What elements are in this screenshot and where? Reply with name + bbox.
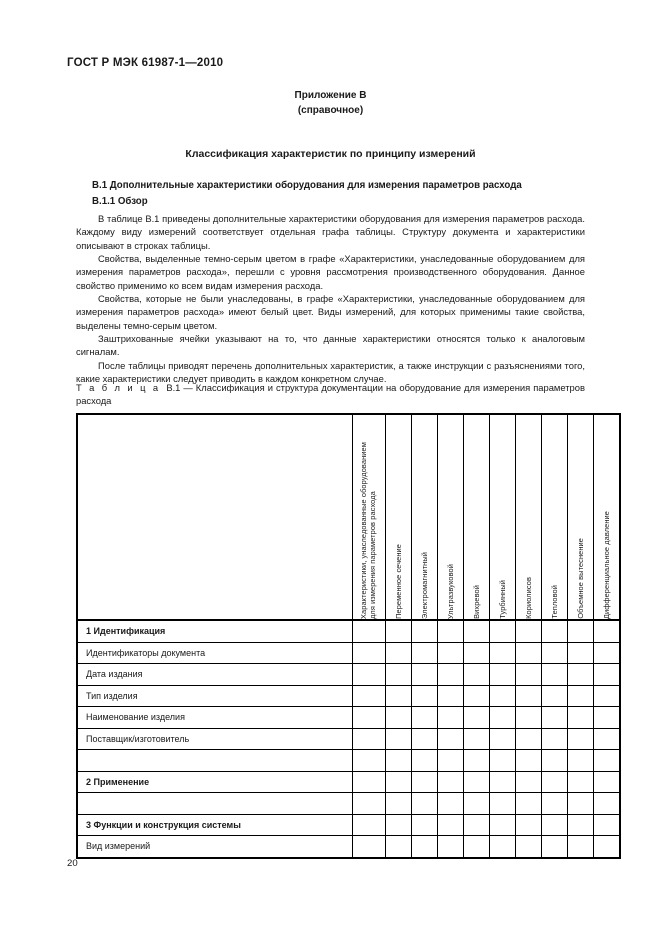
table-row-label: 2 Применение bbox=[77, 771, 352, 793]
table-header-label: Ультразвуковой bbox=[445, 563, 455, 619]
table-cell-inherited bbox=[352, 750, 385, 772]
table-cell-volumetric bbox=[568, 836, 594, 858]
table-cell-thermal bbox=[542, 685, 568, 707]
table-row-spacer bbox=[77, 793, 352, 815]
table-row-label: Идентификаторы документа bbox=[77, 642, 352, 664]
table-cell-variable_area bbox=[385, 750, 411, 772]
table-row bbox=[77, 793, 620, 815]
table-header-label: Кориолисов bbox=[524, 577, 534, 619]
table-cell-volumetric bbox=[568, 707, 594, 729]
table-cell-ultrasonic bbox=[437, 685, 463, 707]
table-row-label: Дата издания bbox=[77, 664, 352, 686]
table-caption-dash: — bbox=[183, 382, 193, 393]
table-cell-vortex bbox=[463, 642, 489, 664]
table-cell-vortex bbox=[463, 664, 489, 686]
appendix-heading-block bbox=[0, 88, 661, 118]
table-cell-differential_pressure bbox=[594, 642, 620, 664]
table-row bbox=[77, 771, 620, 793]
table-cell-electromagnetic bbox=[411, 771, 437, 793]
table-cell-inherited bbox=[352, 836, 385, 858]
table-cell-differential_pressure bbox=[594, 836, 620, 858]
table-cell-ultrasonic bbox=[437, 620, 463, 642]
table-row-label: Вид измерений bbox=[77, 836, 352, 858]
table-header-label: Переменное сечение bbox=[393, 544, 403, 619]
table-cell-variable_area bbox=[385, 620, 411, 642]
table-cell-variable_area bbox=[385, 642, 411, 664]
table-header-label: Вихревой bbox=[471, 585, 481, 619]
table-cell-ultrasonic bbox=[437, 836, 463, 858]
table-row bbox=[77, 750, 620, 772]
table-cell-volumetric bbox=[568, 642, 594, 664]
table-header-row bbox=[77, 414, 620, 620]
page-number: 20 bbox=[67, 858, 78, 869]
table-header-cell-vortex bbox=[463, 414, 489, 620]
table-header-cell-electromagnetic bbox=[411, 414, 437, 620]
table-cell-ultrasonic bbox=[437, 707, 463, 729]
table-cell-electromagnetic bbox=[411, 664, 437, 686]
table-cell-inherited bbox=[352, 728, 385, 750]
table-header-cell-name bbox=[77, 414, 352, 620]
table-cell-volumetric bbox=[568, 793, 594, 815]
table-cell-variable_area bbox=[385, 814, 411, 836]
table-cell-thermal bbox=[542, 642, 568, 664]
table-caption-number: В.1 bbox=[166, 382, 181, 393]
table-cell-coriolis bbox=[516, 728, 542, 750]
table-cell-electromagnetic bbox=[411, 685, 437, 707]
table-cell-volumetric bbox=[568, 685, 594, 707]
table-cell-turbine bbox=[489, 685, 515, 707]
table-container bbox=[76, 413, 621, 859]
table-cell-turbine bbox=[489, 707, 515, 729]
table-cell-turbine bbox=[489, 750, 515, 772]
table-cell-volumetric bbox=[568, 814, 594, 836]
table-cell-vortex bbox=[463, 620, 489, 642]
table-cell-vortex bbox=[463, 707, 489, 729]
table-cell-turbine bbox=[489, 620, 515, 642]
table-cell-electromagnetic bbox=[411, 642, 437, 664]
table-cell-variable_area bbox=[385, 707, 411, 729]
table-header-cell-coriolis bbox=[516, 414, 542, 620]
table-cell-thermal bbox=[542, 728, 568, 750]
table-cell-inherited bbox=[352, 664, 385, 686]
table-cell-differential_pressure bbox=[594, 793, 620, 815]
table-cell-variable_area bbox=[385, 685, 411, 707]
table-cell-turbine bbox=[489, 771, 515, 793]
table-cell-volumetric bbox=[568, 771, 594, 793]
section-heading-b1: В.1 Дополнительные характеристики оборудования для измерения параметров расхода bbox=[92, 180, 522, 191]
table-cell-ultrasonic bbox=[437, 642, 463, 664]
table-cell-coriolis bbox=[516, 664, 542, 686]
table-header-label: Дифференциальное давление bbox=[602, 510, 612, 619]
table-header-cell-turbine bbox=[489, 414, 515, 620]
table-row-label: Поставщик/изготовитель bbox=[77, 728, 352, 750]
standard-header: ГОСТ Р МЭК 61987-1—2010 bbox=[67, 57, 224, 69]
page-title: Классификация характеристик по принципу измерений bbox=[185, 148, 476, 160]
table-row bbox=[77, 642, 620, 664]
table-row bbox=[77, 707, 620, 729]
table-header-cell-volumetric bbox=[568, 414, 594, 620]
table-header-label: Объемное вытеснение bbox=[576, 538, 586, 619]
table-header-label: Турбинный bbox=[498, 580, 508, 619]
paragraph-5: После таблицы приводят перечень дополнительных характеристик, а также инструкции с разъяснениями того, какие характеристики следует приводить в каждом конкретном случае. bbox=[76, 360, 585, 385]
table-cell-differential_pressure bbox=[594, 728, 620, 750]
table-cell-coriolis bbox=[516, 620, 542, 642]
table-cell-thermal bbox=[542, 836, 568, 858]
table-cell-coriolis bbox=[516, 771, 542, 793]
table-cell-variable_area bbox=[385, 664, 411, 686]
table-cell-volumetric bbox=[568, 664, 594, 686]
table-cell-vortex bbox=[463, 793, 489, 815]
table-cell-thermal bbox=[542, 664, 568, 686]
table-row bbox=[77, 620, 620, 642]
appendix-title: Приложение В bbox=[294, 90, 367, 101]
table-cell-inherited bbox=[352, 793, 385, 815]
table-cell-turbine bbox=[489, 728, 515, 750]
section-heading-b11: В.1.1 Обзор bbox=[92, 196, 148, 207]
table-row bbox=[77, 836, 620, 858]
table-cell-ultrasonic bbox=[437, 814, 463, 836]
table-cell-ultrasonic bbox=[437, 771, 463, 793]
table-cell-ultrasonic bbox=[437, 728, 463, 750]
table-cell-turbine bbox=[489, 793, 515, 815]
table-cell-electromagnetic bbox=[411, 750, 437, 772]
table-cell-electromagnetic bbox=[411, 814, 437, 836]
table-cell-vortex bbox=[463, 750, 489, 772]
table-cell-thermal bbox=[542, 814, 568, 836]
paragraph-2: Свойства, выделенные темно-серым цветом в графе «Характеристики, унаследованные оборудованием для измерения параметров расхода», перешли с уровня рассмотрения производственного оборудования. Данное свойство применимо ко всем видам измерения расхода. bbox=[76, 253, 585, 291]
table-cell-coriolis bbox=[516, 707, 542, 729]
table-header-label: Электромагнитный bbox=[419, 551, 429, 619]
table-cell-ultrasonic bbox=[437, 664, 463, 686]
table-cell-differential_pressure bbox=[594, 664, 620, 686]
table-cell-differential_pressure bbox=[594, 685, 620, 707]
table-cell-inherited bbox=[352, 685, 385, 707]
table-cell-thermal bbox=[542, 771, 568, 793]
table-header-cell-thermal bbox=[542, 414, 568, 620]
table-header-label: Характеристики, унаследованные оборудованием для измерения параметров расхода bbox=[358, 442, 377, 619]
table-cell-coriolis bbox=[516, 642, 542, 664]
table-cell-volumetric bbox=[568, 728, 594, 750]
table-cell-vortex bbox=[463, 814, 489, 836]
table-cell-differential_pressure bbox=[594, 750, 620, 772]
classification-table bbox=[76, 413, 621, 859]
table-row-label: Тип изделия bbox=[77, 685, 352, 707]
table-caption-text: Классификация и структура документации на оборудование для измерения параметров расхода bbox=[76, 382, 585, 407]
table-cell-vortex bbox=[463, 685, 489, 707]
table-cell-vortex bbox=[463, 836, 489, 858]
table-cell-turbine bbox=[489, 642, 515, 664]
table-cell-coriolis bbox=[516, 750, 542, 772]
table-cell-volumetric bbox=[568, 750, 594, 772]
appendix-subtitle: (справочное) bbox=[297, 105, 364, 116]
table-row bbox=[77, 814, 620, 836]
table-cell-turbine bbox=[489, 814, 515, 836]
table-cell-coriolis bbox=[516, 836, 542, 858]
table-cell-inherited bbox=[352, 814, 385, 836]
table-cell-ultrasonic bbox=[437, 793, 463, 815]
table-cell-thermal bbox=[542, 620, 568, 642]
table-cell-vortex bbox=[463, 728, 489, 750]
table-cell-differential_pressure bbox=[594, 771, 620, 793]
table-header-cell-ultrasonic bbox=[437, 414, 463, 620]
table-cell-vortex bbox=[463, 771, 489, 793]
table-header-label: Тепловой bbox=[550, 585, 560, 619]
table-cell-variable_area bbox=[385, 771, 411, 793]
table-cell-inherited bbox=[352, 642, 385, 664]
paragraph-3: Свойства, которые не были унаследованы, в графе «Характеристики, унаследованные оборудованием для измерения параметров расхода» имеют белый цвет. Виды измерений, для которых применимы такие свойства, выделены темно-серым цветом. bbox=[76, 293, 585, 331]
table-cell-electromagnetic bbox=[411, 707, 437, 729]
table-cell-turbine bbox=[489, 664, 515, 686]
table-cell-electromagnetic bbox=[411, 728, 437, 750]
table-row-label: 3 Функции и конструкция системы bbox=[77, 814, 352, 836]
table-row bbox=[77, 728, 620, 750]
table-cell-coriolis bbox=[516, 685, 542, 707]
table-caption-label: Т а б л и ц а bbox=[76, 382, 161, 393]
table-caption bbox=[76, 381, 585, 408]
table-cell-differential_pressure bbox=[594, 814, 620, 836]
table-cell-electromagnetic bbox=[411, 836, 437, 858]
table-cell-electromagnetic bbox=[411, 620, 437, 642]
table-cell-differential_pressure bbox=[594, 707, 620, 729]
table-header-cell-differential_pressure bbox=[594, 414, 620, 620]
table-row bbox=[77, 664, 620, 686]
table-cell-variable_area bbox=[385, 793, 411, 815]
paragraph-4: Заштрихованные ячейки указывают на то, что данные характеристики относятся только к аналоговым сигналам. bbox=[76, 333, 585, 358]
table-row bbox=[77, 685, 620, 707]
table-cell-volumetric bbox=[568, 620, 594, 642]
table-row-label: 1 Идентификация bbox=[77, 620, 352, 642]
table-cell-differential_pressure bbox=[594, 620, 620, 642]
table-cell-turbine bbox=[489, 836, 515, 858]
table-cell-thermal bbox=[542, 793, 568, 815]
table-cell-thermal bbox=[542, 707, 568, 729]
table-row-label: Наименование изделия bbox=[77, 707, 352, 729]
table-cell-thermal bbox=[542, 750, 568, 772]
table-cell-variable_area bbox=[385, 728, 411, 750]
table-cell-inherited bbox=[352, 707, 385, 729]
table-header-cell-inherited bbox=[352, 414, 385, 620]
table-row-spacer bbox=[77, 750, 352, 772]
table-cell-electromagnetic bbox=[411, 793, 437, 815]
table-cell-inherited bbox=[352, 771, 385, 793]
table-header-cell-variable_area bbox=[385, 414, 411, 620]
paragraph-1: В таблице В.1 приведены дополнительные характеристики оборудования для измерения параметров расхода. Каждому виду измерений соответствует отдельная графа таблицы. Структуру документа и характеристики описывают в строках таблицы. bbox=[76, 213, 585, 251]
table-cell-coriolis bbox=[516, 793, 542, 815]
table-cell-ultrasonic bbox=[437, 750, 463, 772]
table-cell-variable_area bbox=[385, 836, 411, 858]
table-cell-coriolis bbox=[516, 814, 542, 836]
table-cell-inherited bbox=[352, 620, 385, 642]
